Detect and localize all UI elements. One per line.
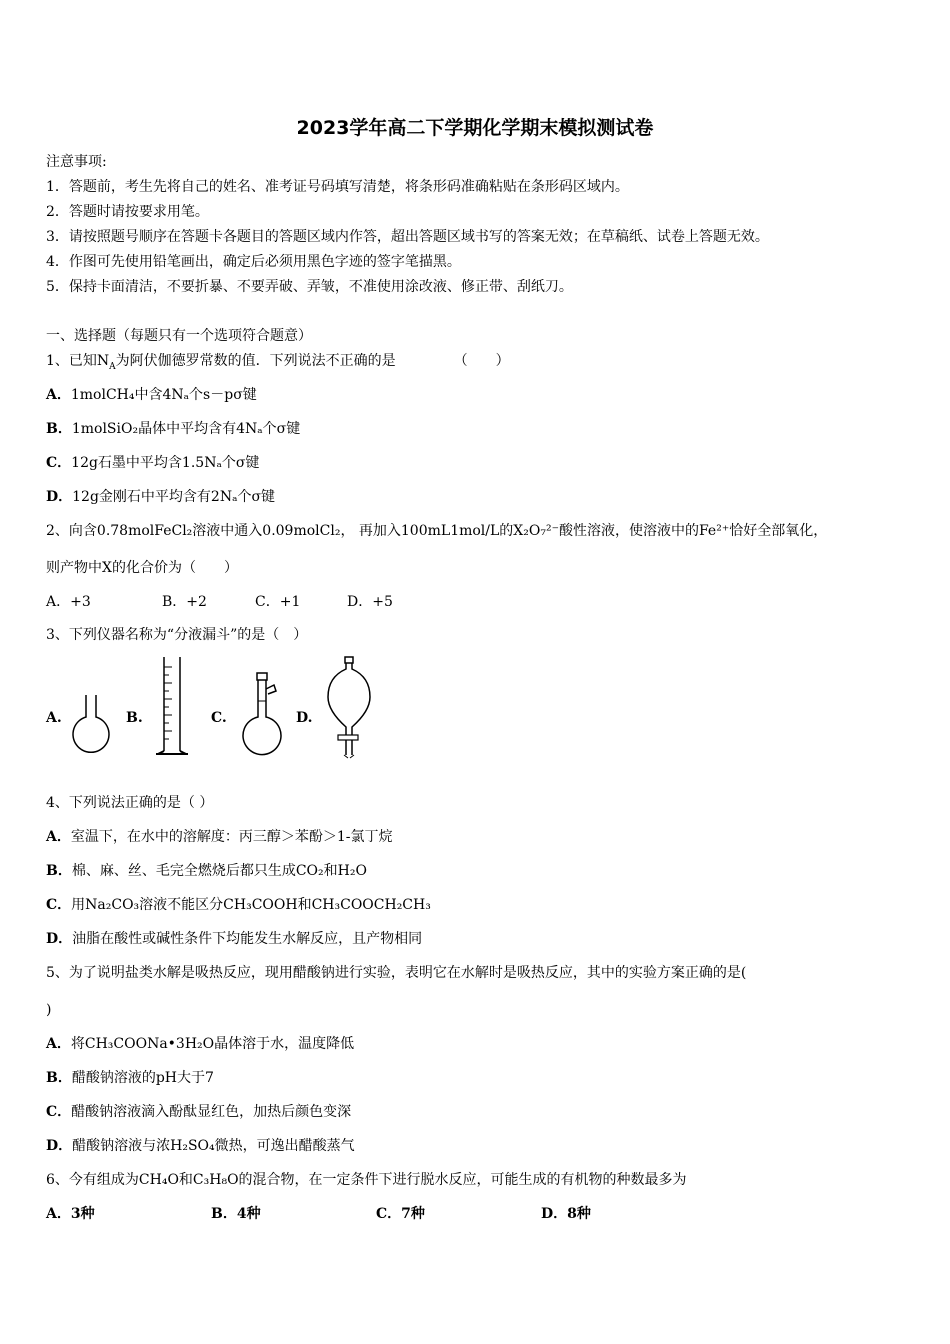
q2-option-c: C．+1	[255, 594, 301, 610]
question-4-stem: 4、下列说法正确的是（ ）	[46, 795, 214, 811]
q5-option-c: C．醋酸钠溶液滴入酚酞显红色，加热后颜色变深	[46, 1104, 352, 1120]
question-3-stem: 3、下列仪器名称为“分液漏斗”的是（ ）	[46, 627, 308, 643]
q6-option-a: A．3种	[46, 1206, 95, 1222]
notice-item: 5．保持卡面清洁，不要折暴、不要弄破、弄皱，不准使用涂改液、修正带、刮纸刀。	[46, 279, 573, 295]
notice-item: 4．作图可先使用铅笔画出，确定后必须用黑色字迹的签字笔描黑。	[46, 254, 461, 270]
apparatus-options	[46, 655, 386, 760]
section-heading: 一、选择题（每题只有一个选项符合题意）	[46, 328, 312, 344]
q3-label-a: A.	[46, 710, 62, 726]
q6-option-c: C．7种	[376, 1206, 425, 1222]
q5-option-a: A．将CH₃COONa•3H₂O晶体溶于水，温度降低	[46, 1036, 355, 1052]
q1-option-a: A．1molCH₄中含4Nₐ个s－pσ键	[46, 387, 257, 403]
separatory-funnel-icon	[322, 655, 378, 759]
q2-option-d: D．+5	[347, 594, 393, 610]
question-1-stem: 1、已知$N_A$为阿伏伽德罗常数的值．下列说法不正确的是 （ ）	[46, 353, 510, 372]
q3-label-c: C.	[211, 710, 227, 726]
notice-heading: 注意事项:	[46, 154, 107, 170]
round-bottom-flask-icon	[70, 693, 112, 757]
q1-option-d: D．12g金刚石中平均含有2Nₐ个σ键	[46, 489, 276, 505]
q6-options	[46, 1205, 591, 1223]
question-2-stem: 2、向含0.78molFeCl₂溶液中通入0.09molCl₂， 再加入100mL1mol/L的X₂O₇²⁻酸性溶液，使溶液中的Fe²⁺恰好全部氧化，	[46, 523, 828, 539]
q3-label-b: B.	[126, 710, 143, 726]
q1-option-c: C．12g石墨中平均含1.5Nₐ个σ键	[46, 455, 260, 471]
q4-option-c: C．用Na₂CO₃溶液不能区分CH₃COOH和CH₃COOCH₂CH₃	[46, 897, 431, 913]
question-5-stem-cont: )	[46, 1002, 52, 1018]
page-title: 2023学年高二下学期化学期末模拟测试卷	[296, 117, 654, 139]
notice-item: 2．答题时请按要求用笔。	[46, 204, 209, 220]
question-2-stem-cont: 则产物中X的化合价为（ ）	[46, 560, 238, 576]
q4-option-d: D．油脂在酸性或碱性条件下均能发生水解反应，且产物相同	[46, 931, 423, 947]
q2-options	[46, 593, 393, 611]
q1-option-b: B．1molSiO₂晶体中平均含有4Nₐ个σ键	[46, 421, 301, 437]
notice-item: 1．答题前，考生先将自己的姓名、准考证号码填写清楚，将条形码准确粘贴在条形码区域内。	[46, 179, 629, 195]
volumetric-flask-icon	[238, 671, 286, 759]
q5-option-d: D．醋酸钠溶液与浓H₂SO₄微热，可逸出醋酸蒸气	[46, 1138, 355, 1154]
question-6-stem: 6、今有组成为CH₄O和C₃H₈O的混合物，在一定条件下进行脱水反应，可能生成的有机物的种数最多为	[46, 1172, 687, 1188]
q3-label-d: D.	[296, 710, 313, 726]
q2-option-a: A．+3	[46, 594, 91, 610]
q6-option-d: D．8种	[541, 1206, 591, 1222]
q5-option-b: B．醋酸钠溶液的pH大于7	[46, 1070, 214, 1086]
question-5-stem: 5、为了说明盐类水解是吸热反应，现用醋酸钠进行实验，表明它在水解时是吸热反应，其中的实验方案正确的是(	[46, 965, 747, 981]
q4-option-b: B．棉、麻、丝、毛完全燃烧后都只生成CO₂和H₂O	[46, 863, 367, 879]
notice-item: 3．请按照题号顺序在答题卡各题目的答题区域内作答，超出答题区域书写的答案无效；在草稿纸、试卷上答题无效。	[46, 229, 769, 245]
q2-option-b: B．+2	[162, 594, 207, 610]
q4-option-a: A．室温下，在水中的溶解度：丙三醇＞苯酚＞1-氯丁烷	[46, 829, 393, 845]
graduated-cylinder-icon	[152, 655, 192, 759]
q6-option-b: B．4种	[211, 1206, 261, 1222]
